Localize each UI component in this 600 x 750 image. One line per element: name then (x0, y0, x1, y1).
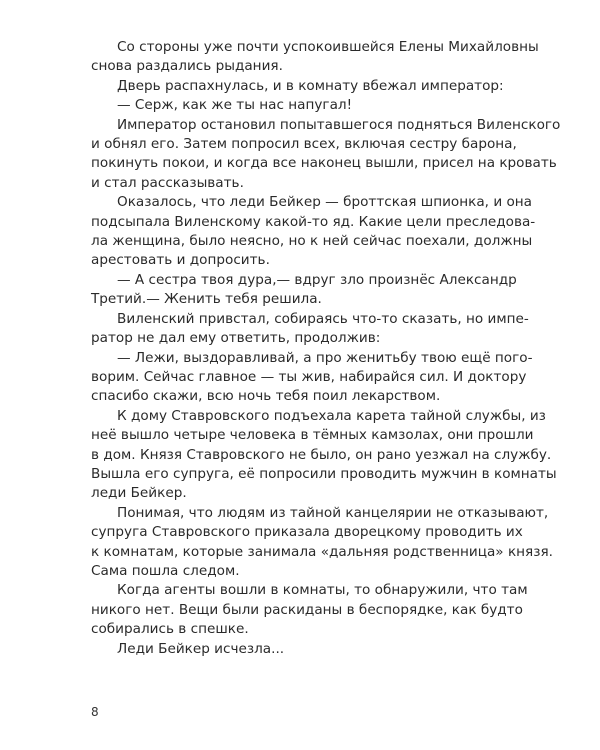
paragraph (91, 349, 533, 407)
text-line: Император остановил попытавшегося подняться Виленского (117, 116, 561, 133)
text-line: спасибо скажи, всю ночь тебя поил лекарством. (91, 388, 441, 405)
text-line: — Серж, как же ты нас напугал! (117, 97, 353, 114)
text-line: леди Бейкер. (91, 485, 187, 502)
paragraph (91, 116, 561, 194)
text-line: Вышла его супруга, её попросили проводить мужчин в комнаты (91, 465, 557, 482)
text-line: Оказалось, что леди Бейкер — броттская шпионка, и она (117, 194, 533, 211)
text-line: и стал рассказывать. (91, 174, 244, 191)
text-line: ворим. Сейчас главное — ты жив, набирайся сил. И доктору (91, 368, 527, 385)
text-line: Сама пошла следом. (91, 562, 240, 579)
paragraph (91, 77, 511, 96)
text-line: и обнял его. Затем попросил всех, включая сестру барона, (91, 136, 517, 153)
paragraph (91, 640, 511, 659)
page-number: 8 (91, 705, 99, 719)
text-line: — А сестра твоя дура,— вдруг зло произнёс Александр (117, 271, 517, 288)
paragraph (91, 96, 511, 115)
text-line: Леди Бейкер исчезла... (117, 640, 285, 657)
text-line: ратор не дал ему ответить, продолжив: (91, 330, 381, 347)
body-text (91, 38, 561, 659)
text-line: снова раздались рыдания. (91, 58, 283, 75)
text-line: Виленский привстал, собираясь что-то сказать, но импе- (117, 310, 529, 327)
paragraph (91, 193, 536, 271)
paragraph (91, 271, 517, 310)
paragraph (91, 38, 539, 77)
text-line: в дом. Князя Ставровского не было, он рано уезжал на службу. (91, 446, 552, 463)
text-line: никого нет. Вещи были раскиданы в беспорядке, как будто (91, 601, 523, 618)
text-line: К дому Ставровского подъехала карета тайной службы, из (117, 407, 546, 424)
text-line: к комнатам, которые занимала «дальняя родственница» князя. (91, 543, 553, 560)
text-line: покинуть покои, и когда все наконец вышли, присел на кровать (91, 155, 557, 172)
text-line: подсыпала Виленскому какой-то яд. Какие цели преследова- (91, 213, 536, 230)
text-line: Дверь распахнулась, и в комнату вбежал император: (117, 77, 504, 94)
text-line: Третий.— Женить тебя решила. (91, 291, 322, 308)
text-line: Понимая, что людям из тайной канцелярии не отказывают, (117, 504, 549, 521)
paragraph (91, 310, 529, 349)
text-line: собирались в спешке. (91, 621, 249, 638)
text-line: супруга Ставровского приказала дворецкому проводить их (91, 524, 523, 541)
text-line: неё вышло четыре человека в тёмных камзолах, они прошли (91, 427, 534, 444)
text-line: — Лежи, выздоравливай, а про женитьбу твою ещё пого- (117, 349, 533, 366)
text-line: ла женщина, было неясно, но к ней сейчас поехали, должны (91, 233, 533, 250)
paragraph (91, 504, 553, 582)
text-line: Со стороны уже почти успокоившейся Елены Михайловны (117, 39, 539, 55)
text-line: Когда агенты вошли в комнаты, то обнаружили, что там (117, 582, 528, 599)
paragraph (91, 407, 557, 504)
paragraph (91, 581, 528, 639)
text-line: арестовать и допросить. (91, 252, 270, 269)
